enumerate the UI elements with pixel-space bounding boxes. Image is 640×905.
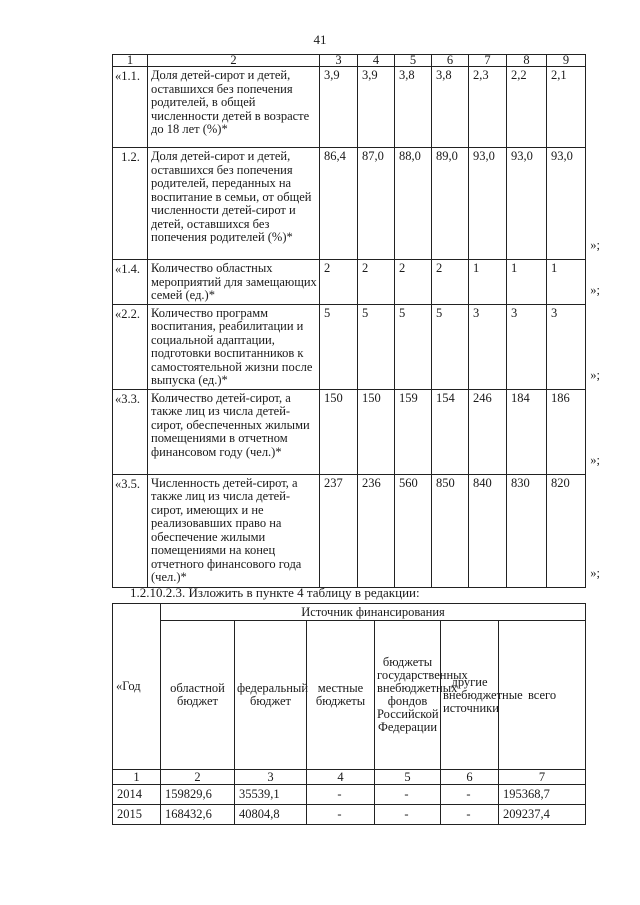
indicator-value: 2,3: [469, 67, 507, 148]
indicator-code: «3.5.: [113, 474, 148, 587]
indicator-value: 1: [507, 260, 547, 305]
indicator-value: 3,9: [358, 67, 395, 148]
year-cell: 2014: [113, 785, 161, 805]
financing-header-row: [113, 604, 586, 621]
indicators-column-numbers: [113, 55, 586, 67]
indicator-value: 154: [432, 389, 469, 474]
amount-cell: -: [441, 785, 499, 805]
column-number: 8: [507, 55, 547, 67]
indicator-value: 3: [469, 304, 507, 389]
indicator-value: 93,0: [547, 148, 586, 260]
financing-subheader-row: [113, 621, 586, 770]
amount-cell: -: [375, 805, 441, 825]
total-cell: 209237,4: [499, 805, 586, 825]
indicator-name: Количество областных мероприятий для замещающих семей (ед.)*: [148, 260, 320, 305]
indicator-value: 830: [507, 474, 547, 587]
column-header: бюджеты государственных внебюджетных фондов Российской Федерации: [375, 621, 441, 770]
indicator-value: 5: [432, 304, 469, 389]
indicator-row: [113, 304, 586, 389]
column-number: 9: [547, 55, 586, 67]
column-number: 4: [358, 55, 395, 67]
indicator-value: 186: [547, 389, 586, 474]
column-number: 2: [148, 55, 320, 67]
indicator-value: 236: [358, 474, 395, 587]
row-closing-quote: »;: [590, 238, 600, 252]
column-number: 1: [113, 55, 148, 67]
column-header: областной бюджет: [161, 621, 235, 770]
column-number: 5: [375, 770, 441, 785]
amount-cell: 40804,8: [235, 805, 307, 825]
indicator-value: 5: [395, 304, 432, 389]
indicator-value: 2: [432, 260, 469, 305]
indicator-code: «1.1.: [113, 67, 148, 148]
total-cell: 195368,7: [499, 785, 586, 805]
indicator-name: Количество программ воспитания, реабилитации и социальной адаптации, подготовки воспитанников к самостоятельной жизни после выпуска (ед.)*: [148, 304, 320, 389]
indicator-code: «3.3.: [113, 389, 148, 474]
financing-column-numbers: [113, 770, 586, 785]
indicator-value: 184: [507, 389, 547, 474]
source-header: Источник финансирования: [161, 604, 586, 621]
column-number: 2: [161, 770, 235, 785]
year-header: «Год: [113, 604, 161, 770]
row-closing-quote: »;: [590, 368, 600, 382]
indicator-value: 159: [395, 389, 432, 474]
indicator-name: Численность детей-сирот, а также лиц из числа детей-сирот, имеющих и не реализовавших право на обеспечение жилыми помещениями на конец отчетного финансового года (чел.)*: [148, 474, 320, 587]
indicator-value: 2: [320, 260, 358, 305]
column-number: 7: [469, 55, 507, 67]
column-header: федеральный бюджет: [235, 621, 307, 770]
indicator-value: 850: [432, 474, 469, 587]
page-number: 41: [313, 32, 327, 47]
indicator-code: «1.4.: [113, 260, 148, 305]
amount-cell: -: [307, 805, 375, 825]
indicator-value: 3,8: [395, 67, 432, 148]
financing-row: [113, 805, 586, 825]
indicator-value: 5: [358, 304, 395, 389]
indicator-code: «2.2.: [113, 304, 148, 389]
indicator-value: 93,0: [507, 148, 547, 260]
indicator-value: 840: [469, 474, 507, 587]
indicator-value: 88,0: [395, 148, 432, 260]
indicator-row: [113, 67, 586, 148]
indicator-value: 3,9: [320, 67, 358, 148]
column-number: 1: [113, 770, 161, 785]
amount-cell: -: [375, 785, 441, 805]
indicator-value: 86,4: [320, 148, 358, 260]
row-closing-quote: »;: [590, 283, 600, 297]
indicator-value: 1: [547, 260, 586, 305]
indicator-value: 3,8: [432, 67, 469, 148]
indicator-value: 1: [469, 260, 507, 305]
indicator-row: [113, 389, 586, 474]
indicator-name: Доля детей-сирот и детей, оставшихся без попечения родителей, переданных на воспитание в семьи, от общей численности детей-сирот и детей, оставшихся без попечения родителей (%)*: [148, 148, 320, 260]
indicator-value: 2,1: [547, 67, 586, 148]
indicator-row: [113, 260, 586, 305]
column-number: 4: [307, 770, 375, 785]
indicator-value: 820: [547, 474, 586, 587]
indicator-value: 246: [469, 389, 507, 474]
indicator-value: 237: [320, 474, 358, 587]
indicator-value: 2,2: [507, 67, 547, 148]
indicator-name: Доля детей-сирот и детей, оставшихся без попечения родителей, в общей численности детей в возрасте до 18 лет (%)*: [148, 67, 320, 148]
column-number: 6: [432, 55, 469, 67]
amount-cell: 159829,6: [161, 785, 235, 805]
indicator-value: 5: [320, 304, 358, 389]
column-number: 3: [235, 770, 307, 785]
indicator-value: 3: [547, 304, 586, 389]
amount-cell: -: [441, 805, 499, 825]
financing-row: [113, 785, 586, 805]
indicator-row: [113, 148, 586, 260]
column-number: 3: [320, 55, 358, 67]
indicator-name: Количество детей-сирот, а также лиц из числа детей-сирот, обеспеченных жилыми помещениями в отчетном финансовом году (чел.)*: [148, 389, 320, 474]
indicator-value: 2: [358, 260, 395, 305]
indicator-value: 89,0: [432, 148, 469, 260]
indicator-value: 93,0: [469, 148, 507, 260]
row-closing-quote: »;: [590, 566, 600, 580]
year-cell: 2015: [113, 805, 161, 825]
row-closing-quote: »;: [590, 453, 600, 467]
column-header: всего: [499, 621, 586, 770]
amendment-paragraph: 1.2.10.2.3. Изложить в пункте 4 таблицу в редакции:: [130, 585, 420, 600]
indicator-value: 3: [507, 304, 547, 389]
column-number: 5: [395, 55, 432, 67]
indicators-table: [112, 54, 586, 588]
amount-cell: -: [307, 785, 375, 805]
indicator-value: 560: [395, 474, 432, 587]
indicator-value: 150: [320, 389, 358, 474]
indicator-code: 1.2.: [113, 148, 148, 260]
column-number: 6: [441, 770, 499, 785]
indicator-value: 150: [358, 389, 395, 474]
indicator-row: [113, 474, 586, 587]
amount-cell: 35539,1: [235, 785, 307, 805]
amount-cell: 168432,6: [161, 805, 235, 825]
indicator-value: 87,0: [358, 148, 395, 260]
column-header: местные бюджеты: [307, 621, 375, 770]
indicator-value: 2: [395, 260, 432, 305]
column-number: 7: [499, 770, 586, 785]
column-header: другие внебюджетные источники: [441, 621, 499, 770]
financing-table: [112, 603, 586, 825]
